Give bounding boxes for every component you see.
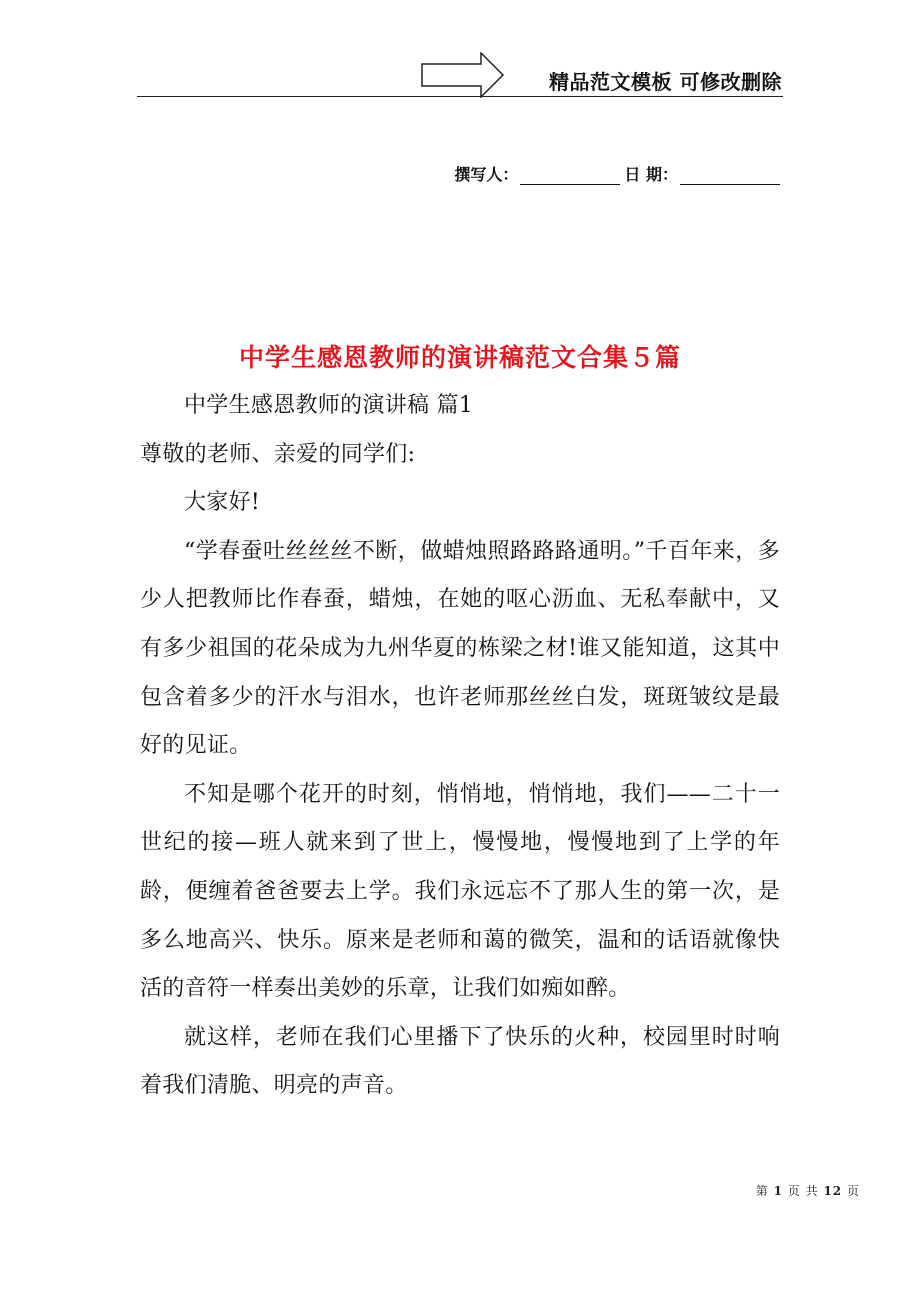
document-body [140,382,780,1111]
header-divider [137,96,783,97]
header-banner: 精品范文模板 可修改删除 [549,70,782,94]
meta-row [454,162,782,185]
author-blank [520,166,620,185]
footer-middle: 页 共 [787,1184,819,1198]
paragraph: “学春蚕吐丝丝丝不断，做蜡烛照路路路通明。”千百年来，多少人把教师比作春蚕，蜡烛，在她的呕心沥血、无私奉献中，又有多少祖国的花朵成为九州华夏的栋梁之材!谁又能知道，这其中包含着多少的汗水与泪水，也许老师那丝丝白发，斑斑皱纹是最好的见证。 [140,538,780,759]
footer-prefix: 第 [755,1184,769,1198]
paragraph: 就这样，老师在我们心里播下了快乐的火种，校园里时时响着我们清脆、明亮的声音。 [140,1024,780,1099]
arrow-icon [421,52,505,98]
paragraph: 不知是哪个花开的时刻，悄悄地，悄悄地，我们——二十一世纪的接—班人就来到了世上，慢慢地，慢慢地到了上学的年龄，便缠着爸爸要去上学。我们永远忘不了那人生的第一次，是多么地高兴、快乐。原来是老师和蔼的微笑，温和的话语就像快活的音符一样奏出美妙的乐章，让我们如痴如醉。 [140,781,780,1002]
current-page: 1 [773,1184,783,1198]
date-label: 日 期： [624,165,678,184]
page-footer [756,1182,860,1199]
document-title: 中学生感恩教师的演讲稿范文合集５篇 [238,343,681,372]
salutation: 尊敬的老师、亲爱的同学们: [140,441,416,467]
date-blank [680,166,780,185]
total-pages: 12 [823,1184,843,1198]
greeting: 大家好! [184,490,261,516]
author-label: 撰写人： [454,165,519,184]
section-heading: 中学生感恩教师的演讲稿 篇1 [184,393,474,418]
footer-suffix: 页 [846,1184,860,1198]
